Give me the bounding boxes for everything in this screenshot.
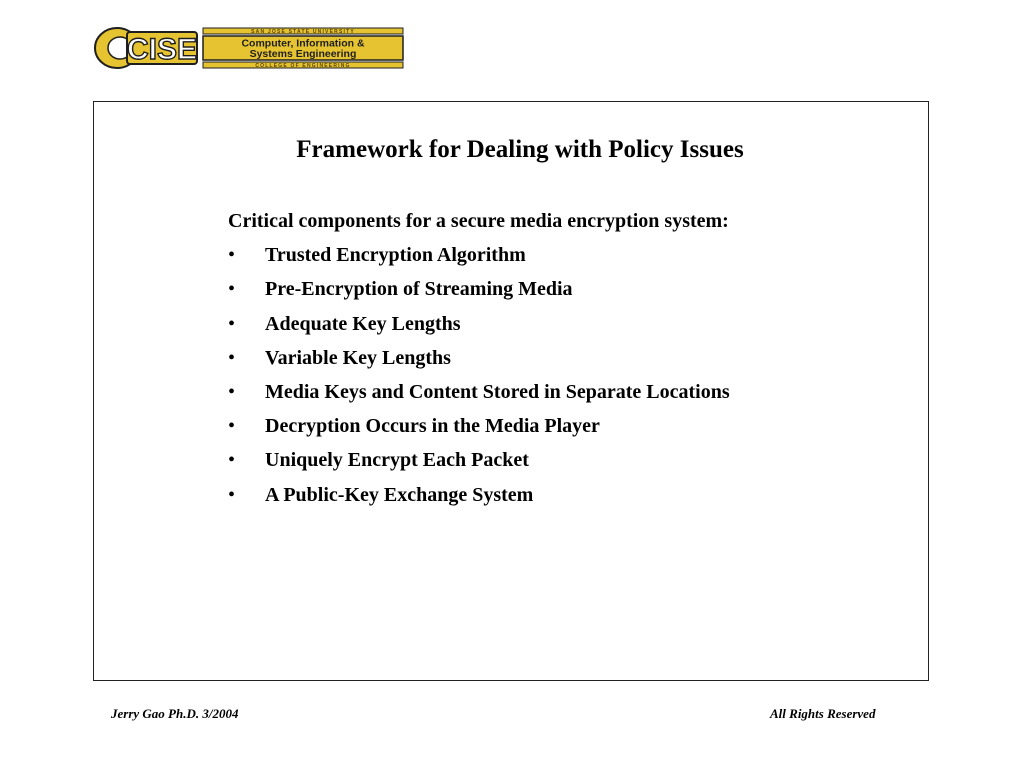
list-item [228,409,868,443]
bullet-text: A Public-Key Exchange System [265,483,534,506]
footer-rights: All Rights Reserved [770,706,876,721]
bullet-text: Media Keys and Content Stored in Separate Locations [265,381,730,404]
slide-intro: Critical components for a secure media encryption system: [228,210,729,232]
bullet-mark: • [228,483,236,506]
bullet-mark: • [228,415,236,438]
list-item [228,478,868,512]
bullet-mark: • [228,278,236,301]
bullet-text: Adequate Key Lengths [265,312,461,335]
list-item [228,307,868,341]
slide-title: Framework for Dealing with Policy Issues [296,136,744,163]
slide-body [228,204,868,512]
bullet-mark: • [228,244,236,267]
logo-department-line1: Computer, Information & [241,37,365,50]
cise-logo-graphic [93,26,405,70]
list-item [228,443,868,477]
bullet-mark: • [228,381,236,404]
logo-mark-text: CISE [126,33,198,66]
bullet-list [228,238,868,512]
logo-college-text: COLLEGE OF ENGINEERING [255,63,351,69]
bullet-text: Variable Key Lengths [265,346,451,369]
bullet-text: Decryption Occurs in the Media Player [265,415,600,438]
bullet-mark: • [228,449,236,472]
bullet-mark: • [228,346,236,369]
cise-logo [93,26,405,70]
list-item [228,341,868,375]
bullet-text: Uniquely Encrypt Each Packet [265,449,529,472]
bullet-text: Pre-Encryption of Streaming Media [265,278,573,301]
logo-department-line2: Systems Engineering [249,48,357,60]
bullet-mark: • [228,312,236,335]
list-item [228,375,868,409]
bullet-text: Trusted Encryption Algorithm [265,244,526,267]
list-item [228,272,868,306]
logo-university-text: SAN JOSE STATE UNIVERSITY [251,29,355,35]
list-item [228,238,868,272]
footer-author: Jerry Gao Ph.D. 3/2004 [111,706,239,721]
